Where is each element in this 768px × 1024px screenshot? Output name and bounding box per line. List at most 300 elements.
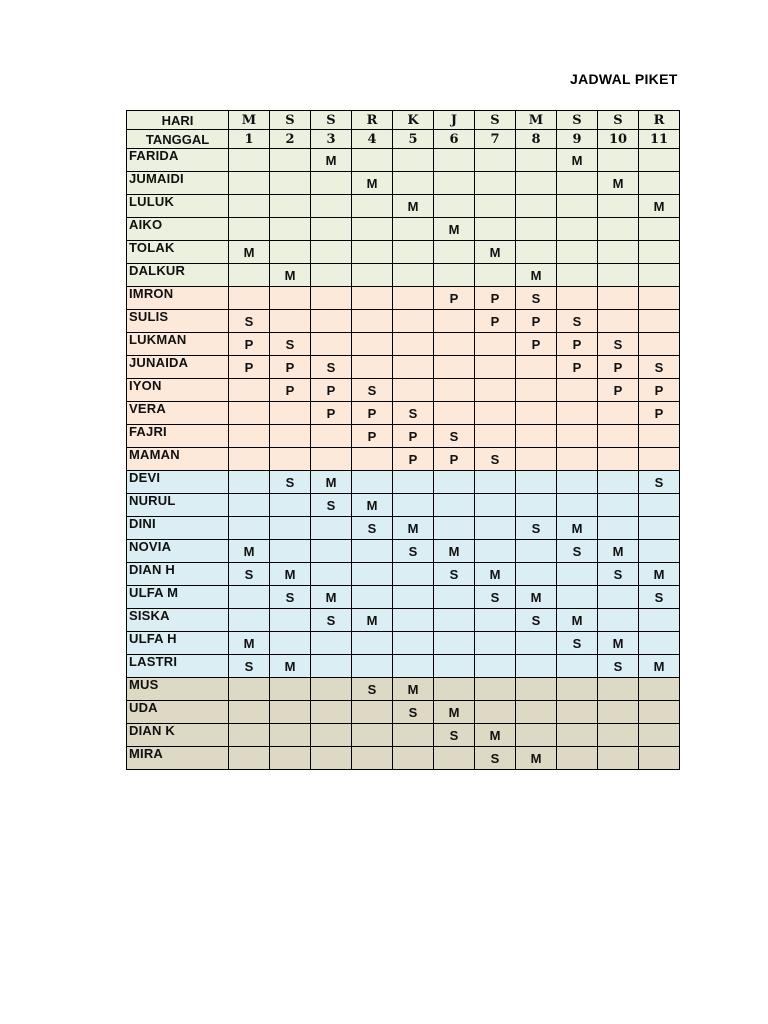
- shift-cell: [516, 724, 557, 747]
- shift-cell: [311, 632, 352, 655]
- shift-cell: S: [475, 747, 516, 770]
- person-name: DALKUR: [127, 264, 229, 287]
- shift-cell: [475, 471, 516, 494]
- shift-cell: [475, 172, 516, 195]
- shift-cell: [557, 724, 598, 747]
- shift-cell: [393, 310, 434, 333]
- shift-cell: [393, 586, 434, 609]
- shift-cell: M: [229, 540, 270, 563]
- shift-cell: [639, 494, 680, 517]
- shift-cell: [516, 241, 557, 264]
- table-row: [127, 310, 680, 333]
- shift-cell: S: [475, 586, 516, 609]
- date-header: 4: [352, 130, 393, 149]
- shift-cell: M: [229, 632, 270, 655]
- shift-cell: M: [475, 241, 516, 264]
- shift-cell: [270, 678, 311, 701]
- shift-cell: [516, 494, 557, 517]
- table-row: [127, 149, 680, 172]
- shift-cell: P: [639, 379, 680, 402]
- day-header: R: [639, 111, 680, 130]
- shift-cell: [352, 655, 393, 678]
- shift-cell: M: [516, 747, 557, 770]
- shift-cell: P: [598, 379, 639, 402]
- shift-cell: [434, 241, 475, 264]
- shift-cell: [229, 747, 270, 770]
- person-name: AIKO: [127, 218, 229, 241]
- person-name: DINI: [127, 517, 229, 540]
- shift-cell: [598, 701, 639, 724]
- shift-cell: [311, 264, 352, 287]
- shift-cell: [434, 747, 475, 770]
- shift-cell: [434, 494, 475, 517]
- shift-cell: [270, 747, 311, 770]
- shift-cell: [352, 448, 393, 471]
- shift-cell: P: [393, 425, 434, 448]
- shift-cell: [352, 563, 393, 586]
- shift-cell: M: [352, 172, 393, 195]
- shift-cell: [270, 195, 311, 218]
- shift-cell: S: [516, 287, 557, 310]
- shift-cell: S: [393, 701, 434, 724]
- shift-cell: M: [270, 264, 311, 287]
- shift-cell: S: [352, 678, 393, 701]
- shift-cell: [557, 701, 598, 724]
- person-name: IYON: [127, 379, 229, 402]
- shift-cell: S: [557, 540, 598, 563]
- shift-cell: [475, 632, 516, 655]
- shift-cell: [352, 149, 393, 172]
- shift-cell: [475, 540, 516, 563]
- table-row: [127, 540, 680, 563]
- shift-cell: [557, 448, 598, 471]
- duty-schedule-table: [126, 110, 680, 770]
- person-name: JUMAIDI: [127, 172, 229, 195]
- shift-cell: [270, 517, 311, 540]
- shift-cell: [229, 448, 270, 471]
- person-name: LULUK: [127, 195, 229, 218]
- person-name: MIRA: [127, 747, 229, 770]
- shift-cell: [434, 333, 475, 356]
- shift-cell: [311, 448, 352, 471]
- shift-cell: P: [393, 448, 434, 471]
- shift-cell: S: [229, 655, 270, 678]
- shift-cell: [475, 701, 516, 724]
- shift-cell: [434, 471, 475, 494]
- shift-cell: [557, 747, 598, 770]
- shift-cell: [393, 149, 434, 172]
- person-name: SULIS: [127, 310, 229, 333]
- shift-cell: [557, 264, 598, 287]
- table-row: [127, 632, 680, 655]
- shift-cell: S: [557, 310, 598, 333]
- shift-cell: [352, 701, 393, 724]
- shift-cell: M: [270, 563, 311, 586]
- shift-cell: [557, 563, 598, 586]
- shift-cell: [516, 218, 557, 241]
- shift-cell: S: [516, 609, 557, 632]
- shift-cell: [311, 172, 352, 195]
- shift-cell: [229, 701, 270, 724]
- shift-cell: [434, 517, 475, 540]
- shift-cell: [639, 241, 680, 264]
- shift-cell: [434, 172, 475, 195]
- shift-cell: P: [434, 448, 475, 471]
- shift-cell: [311, 287, 352, 310]
- shift-cell: [475, 655, 516, 678]
- shift-cell: [639, 724, 680, 747]
- shift-cell: P: [557, 333, 598, 356]
- shift-cell: [639, 149, 680, 172]
- table-row: [127, 402, 680, 425]
- shift-cell: [352, 632, 393, 655]
- shift-cell: [311, 310, 352, 333]
- shift-cell: [311, 540, 352, 563]
- table-row: [127, 747, 680, 770]
- shift-cell: [475, 218, 516, 241]
- person-name: DEVI: [127, 471, 229, 494]
- shift-cell: [557, 494, 598, 517]
- shift-cell: S: [434, 563, 475, 586]
- shift-cell: [393, 287, 434, 310]
- shift-cell: [270, 425, 311, 448]
- shift-cell: S: [270, 471, 311, 494]
- person-name: NOVIA: [127, 540, 229, 563]
- shift-cell: S: [598, 563, 639, 586]
- shift-cell: [229, 517, 270, 540]
- shift-cell: [639, 310, 680, 333]
- shift-cell: [516, 678, 557, 701]
- shift-cell: M: [475, 724, 516, 747]
- shift-cell: [434, 402, 475, 425]
- shift-cell: [352, 724, 393, 747]
- table-row: [127, 172, 680, 195]
- shift-cell: [270, 218, 311, 241]
- shift-cell: [516, 701, 557, 724]
- shift-cell: P: [352, 402, 393, 425]
- shift-cell: [598, 425, 639, 448]
- table-row: [127, 586, 680, 609]
- person-name: LUKMAN: [127, 333, 229, 356]
- shift-cell: [639, 747, 680, 770]
- shift-cell: [393, 471, 434, 494]
- table-row: [127, 678, 680, 701]
- day-header: S: [475, 111, 516, 130]
- shift-cell: [557, 655, 598, 678]
- shift-cell: [475, 379, 516, 402]
- shift-cell: [229, 425, 270, 448]
- shift-cell: S: [639, 356, 680, 379]
- shift-cell: [270, 609, 311, 632]
- shift-cell: M: [434, 701, 475, 724]
- shift-cell: [639, 172, 680, 195]
- shift-cell: [393, 172, 434, 195]
- shift-cell: [598, 586, 639, 609]
- shift-cell: [229, 149, 270, 172]
- shift-cell: P: [475, 287, 516, 310]
- table-row: [127, 425, 680, 448]
- shift-cell: [434, 586, 475, 609]
- shift-cell: [557, 425, 598, 448]
- date-header: 5: [393, 130, 434, 149]
- shift-cell: [516, 448, 557, 471]
- shift-cell: [229, 264, 270, 287]
- shift-cell: [475, 333, 516, 356]
- shift-cell: [393, 356, 434, 379]
- shift-cell: P: [516, 310, 557, 333]
- shift-cell: [434, 264, 475, 287]
- shift-cell: S: [557, 632, 598, 655]
- shift-cell: [557, 241, 598, 264]
- shift-cell: [311, 747, 352, 770]
- table-row: [127, 356, 680, 379]
- shift-cell: [393, 632, 434, 655]
- day-header: S: [270, 111, 311, 130]
- person-name: DIAN K: [127, 724, 229, 747]
- shift-cell: [475, 402, 516, 425]
- shift-cell: [434, 655, 475, 678]
- shift-cell: [270, 402, 311, 425]
- shift-cell: P: [270, 356, 311, 379]
- shift-cell: [557, 379, 598, 402]
- person-name: ULFA M: [127, 586, 229, 609]
- shift-cell: [229, 402, 270, 425]
- shift-cell: S: [475, 448, 516, 471]
- shift-cell: [475, 517, 516, 540]
- shift-cell: M: [557, 517, 598, 540]
- shift-cell: M: [598, 540, 639, 563]
- shift-cell: [434, 632, 475, 655]
- shift-cell: [352, 264, 393, 287]
- table-row: [127, 264, 680, 287]
- shift-cell: M: [475, 563, 516, 586]
- shift-cell: [352, 287, 393, 310]
- shift-cell: [516, 379, 557, 402]
- shift-cell: [475, 678, 516, 701]
- shift-cell: [229, 471, 270, 494]
- shift-cell: M: [516, 586, 557, 609]
- shift-cell: S: [229, 310, 270, 333]
- shift-cell: [598, 218, 639, 241]
- shift-cell: [311, 195, 352, 218]
- shift-cell: [516, 425, 557, 448]
- shift-cell: [352, 747, 393, 770]
- shift-cell: [434, 678, 475, 701]
- shift-cell: [229, 379, 270, 402]
- shift-cell: [516, 563, 557, 586]
- shift-cell: [311, 517, 352, 540]
- shift-cell: [639, 517, 680, 540]
- date-header: 2: [270, 130, 311, 149]
- shift-cell: [557, 471, 598, 494]
- shift-cell: [475, 195, 516, 218]
- shift-cell: [598, 494, 639, 517]
- shift-cell: [352, 333, 393, 356]
- shift-cell: [270, 241, 311, 264]
- shift-cell: [311, 724, 352, 747]
- shift-cell: S: [352, 379, 393, 402]
- shift-cell: S: [639, 586, 680, 609]
- table-row: [127, 241, 680, 264]
- table-row: [127, 195, 680, 218]
- shift-cell: M: [639, 563, 680, 586]
- shift-cell: [516, 540, 557, 563]
- shift-cell: [639, 448, 680, 471]
- shift-cell: [393, 218, 434, 241]
- shift-cell: P: [475, 310, 516, 333]
- page-title: JADWAL PIKET: [570, 71, 678, 87]
- day-header: S: [598, 111, 639, 130]
- table-row: [127, 563, 680, 586]
- shift-cell: [229, 172, 270, 195]
- shift-cell: M: [598, 632, 639, 655]
- shift-cell: [598, 724, 639, 747]
- person-name: SISKA: [127, 609, 229, 632]
- shift-cell: [270, 632, 311, 655]
- table-row: [127, 494, 680, 517]
- table-row: [127, 218, 680, 241]
- shift-cell: [598, 195, 639, 218]
- shift-cell: [393, 494, 434, 517]
- date-header: 11: [639, 130, 680, 149]
- shift-cell: [639, 425, 680, 448]
- shift-cell: [434, 149, 475, 172]
- day-header: R: [352, 111, 393, 130]
- shift-cell: [270, 310, 311, 333]
- shift-cell: M: [557, 149, 598, 172]
- shift-cell: [352, 356, 393, 379]
- shift-cell: M: [598, 172, 639, 195]
- shift-cell: [434, 310, 475, 333]
- shift-cell: [270, 448, 311, 471]
- shift-cell: M: [229, 241, 270, 264]
- date-header: 10: [598, 130, 639, 149]
- shift-cell: [393, 609, 434, 632]
- person-name: MAMAN: [127, 448, 229, 471]
- shift-cell: [270, 724, 311, 747]
- shift-cell: [393, 264, 434, 287]
- shift-cell: [229, 218, 270, 241]
- shift-cell: [311, 678, 352, 701]
- shift-cell: [639, 609, 680, 632]
- person-name: LASTRI: [127, 655, 229, 678]
- person-name: TOLAK: [127, 241, 229, 264]
- person-name: FAJRI: [127, 425, 229, 448]
- shift-cell: [639, 287, 680, 310]
- shift-cell: M: [393, 678, 434, 701]
- shift-cell: [516, 632, 557, 655]
- shift-cell: [311, 241, 352, 264]
- shift-cell: [598, 310, 639, 333]
- shift-cell: [270, 149, 311, 172]
- shift-cell: P: [598, 356, 639, 379]
- shift-cell: P: [270, 379, 311, 402]
- shift-cell: [516, 149, 557, 172]
- shift-cell: [393, 333, 434, 356]
- shift-cell: [229, 724, 270, 747]
- table-row: [127, 701, 680, 724]
- shift-cell: S: [598, 333, 639, 356]
- shift-cell: [393, 379, 434, 402]
- shift-cell: [352, 241, 393, 264]
- shift-cell: [557, 218, 598, 241]
- person-name: NURUL: [127, 494, 229, 517]
- shift-cell: [639, 218, 680, 241]
- shift-cell: S: [434, 724, 475, 747]
- shift-cell: P: [311, 402, 352, 425]
- shift-cell: [516, 356, 557, 379]
- shift-cell: M: [311, 149, 352, 172]
- shift-cell: [311, 655, 352, 678]
- shift-cell: [475, 425, 516, 448]
- shift-cell: S: [229, 563, 270, 586]
- shift-cell: M: [557, 609, 598, 632]
- table-row: [127, 655, 680, 678]
- shift-cell: [516, 471, 557, 494]
- shift-cell: S: [393, 540, 434, 563]
- shift-cell: [393, 747, 434, 770]
- shift-cell: [352, 218, 393, 241]
- table-row: [127, 379, 680, 402]
- shift-cell: [311, 425, 352, 448]
- shift-cell: [311, 333, 352, 356]
- shift-cell: [229, 287, 270, 310]
- day-header: S: [311, 111, 352, 130]
- shift-cell: [311, 218, 352, 241]
- person-name: ULFA H: [127, 632, 229, 655]
- shift-cell: [598, 149, 639, 172]
- shift-cell: [516, 402, 557, 425]
- shift-cell: [229, 609, 270, 632]
- shift-cell: M: [516, 264, 557, 287]
- shift-cell: M: [434, 540, 475, 563]
- shift-cell: P: [229, 333, 270, 356]
- shift-cell: [434, 379, 475, 402]
- person-name: JUNAIDA: [127, 356, 229, 379]
- table-row: [127, 609, 680, 632]
- shift-cell: [475, 494, 516, 517]
- shift-cell: [352, 586, 393, 609]
- person-name: IMRON: [127, 287, 229, 310]
- shift-cell: M: [270, 655, 311, 678]
- shift-cell: M: [311, 586, 352, 609]
- shift-cell: [270, 287, 311, 310]
- date-header: 6: [434, 130, 475, 149]
- person-name: FARIDA: [127, 149, 229, 172]
- shift-cell: S: [516, 517, 557, 540]
- shift-cell: S: [311, 494, 352, 517]
- hari-label: HARI: [127, 111, 229, 130]
- shift-cell: [557, 172, 598, 195]
- shift-cell: P: [352, 425, 393, 448]
- shift-cell: [475, 356, 516, 379]
- shift-cell: [393, 724, 434, 747]
- shift-cell: S: [311, 609, 352, 632]
- shift-cell: [598, 609, 639, 632]
- shift-cell: [270, 172, 311, 195]
- shift-cell: S: [311, 356, 352, 379]
- shift-cell: [639, 678, 680, 701]
- shift-cell: M: [434, 218, 475, 241]
- shift-cell: S: [393, 402, 434, 425]
- shift-cell: P: [557, 356, 598, 379]
- shift-cell: P: [516, 333, 557, 356]
- person-name: MUS: [127, 678, 229, 701]
- shift-cell: [352, 310, 393, 333]
- shift-cell: [557, 586, 598, 609]
- shift-cell: [557, 678, 598, 701]
- shift-cell: [352, 540, 393, 563]
